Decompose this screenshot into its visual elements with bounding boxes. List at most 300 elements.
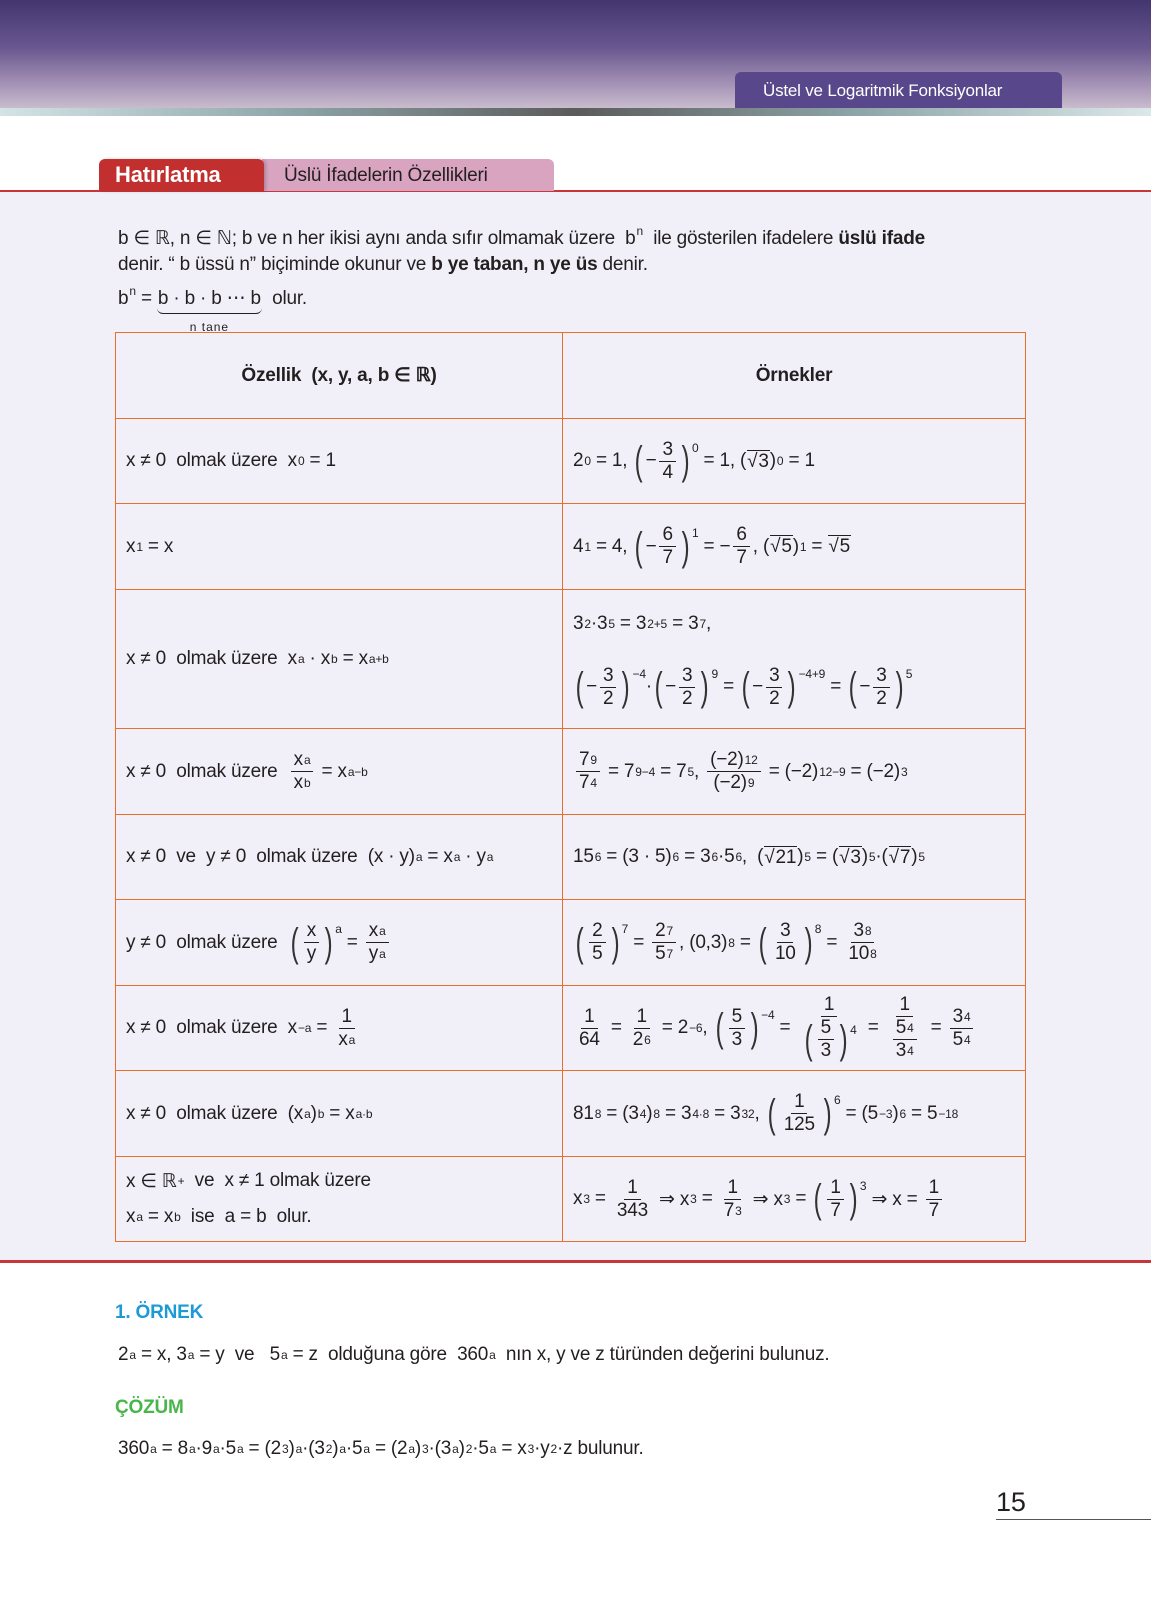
example-solution bbox=[118, 1434, 644, 1464]
exponent: 6 bbox=[672, 850, 680, 864]
header-property bbox=[116, 333, 563, 419]
exponent: 2+5 bbox=[647, 616, 668, 631]
math-text: ⇒ x bbox=[653, 1188, 690, 1210]
math-text: ) bbox=[414, 1438, 422, 1459]
formula-line bbox=[573, 1177, 1015, 1222]
exponent: a bbox=[136, 1210, 143, 1224]
numerator bbox=[634, 1006, 650, 1029]
fraction bbox=[304, 920, 319, 965]
paren-right-icon: ) bbox=[804, 920, 813, 965]
exponent: 1 bbox=[584, 539, 591, 554]
property-cell bbox=[116, 815, 563, 900]
math-text: = bbox=[825, 676, 847, 697]
math-text: 2 bbox=[592, 920, 603, 941]
formula-line bbox=[126, 532, 552, 562]
math-text: = 2 bbox=[656, 1017, 689, 1038]
table-row bbox=[116, 1071, 1026, 1157]
math-text: · y bbox=[460, 846, 486, 867]
exponent: 2 bbox=[465, 1442, 473, 1456]
property-cell bbox=[116, 900, 563, 986]
math-text: , (0,3) bbox=[679, 931, 728, 953]
exponent: a bbox=[189, 1442, 196, 1456]
parenthesized-group bbox=[765, 1091, 841, 1136]
math-text: = (5 bbox=[840, 1102, 879, 1124]
math-text: = (3 · 5) bbox=[601, 846, 672, 867]
formula-line bbox=[573, 665, 1015, 710]
fraction bbox=[589, 920, 605, 965]
math-text: x ∈ ℝ bbox=[126, 1170, 177, 1192]
parenthesized-group bbox=[573, 665, 646, 710]
numerator bbox=[893, 1017, 917, 1040]
numerator bbox=[304, 920, 319, 943]
example-cell bbox=[563, 590, 1026, 729]
math-text: = bbox=[628, 931, 650, 953]
bold-term: b ye taban, n ye üs bbox=[431, 254, 598, 275]
fraction bbox=[659, 439, 675, 484]
formula-line bbox=[573, 524, 1015, 569]
table-header-row bbox=[116, 333, 1026, 419]
math-text: ) bbox=[892, 1102, 899, 1124]
exponent: a bbox=[304, 1106, 311, 1121]
math-text: x bbox=[126, 1206, 136, 1227]
exponent: 7 bbox=[666, 947, 674, 961]
fraction bbox=[781, 1091, 818, 1136]
math-text: = bbox=[734, 931, 756, 953]
intro-line bbox=[118, 252, 1018, 278]
exponent: 4 bbox=[964, 1009, 971, 1024]
math-text: 2 bbox=[603, 687, 614, 709]
math-text: = bbox=[925, 1017, 947, 1038]
numerator bbox=[581, 1006, 597, 1029]
denominator bbox=[614, 1200, 651, 1222]
math-text: 7 bbox=[723, 1199, 735, 1221]
math-text: x ≠ 0 olmak üzere bbox=[126, 760, 288, 782]
math-text: ·z bulunur. bbox=[557, 1438, 644, 1459]
math-text: x bbox=[368, 920, 379, 941]
math-text: ) bbox=[861, 846, 868, 867]
exponent: 3 bbox=[527, 1442, 535, 1456]
header-strip bbox=[0, 108, 1151, 116]
math-text: 7 bbox=[928, 1199, 940, 1221]
math-text: ⇒ x bbox=[747, 1188, 783, 1210]
math-text: ) bbox=[646, 1102, 653, 1124]
fraction bbox=[600, 665, 616, 710]
exponent: 0 bbox=[297, 454, 305, 468]
paren-right-icon: ) bbox=[324, 920, 333, 965]
math-text: = (−2) bbox=[845, 760, 900, 782]
exponent: 3 bbox=[690, 1192, 697, 1206]
math-text: x bbox=[126, 535, 136, 557]
intro-line bbox=[118, 278, 1018, 334]
parenthesized-group bbox=[632, 439, 698, 484]
math-text: = 1 bbox=[304, 450, 336, 471]
fraction bbox=[707, 749, 760, 794]
formula-line bbox=[126, 644, 552, 674]
parenthesized-group bbox=[713, 1006, 775, 1051]
math-text: (−2) bbox=[713, 772, 747, 793]
paren-right-icon: ) bbox=[681, 439, 690, 483]
math-text: 3 bbox=[573, 612, 584, 634]
exponent: a bbox=[150, 1442, 157, 1456]
numerator bbox=[707, 749, 760, 772]
exponent: 1 bbox=[691, 526, 699, 540]
fraction bbox=[766, 665, 782, 710]
formula-line bbox=[573, 439, 1015, 484]
paren-right-icon: ) bbox=[750, 1006, 759, 1050]
numerator bbox=[777, 920, 793, 943]
fraction bbox=[845, 920, 879, 965]
math-text: 3 bbox=[682, 664, 693, 686]
exponent: a bbox=[415, 850, 423, 864]
denominator bbox=[679, 688, 695, 710]
math-text: ) bbox=[797, 846, 804, 867]
math-text: 3 bbox=[780, 920, 791, 941]
header-examples bbox=[563, 333, 1026, 419]
math-text: 5 bbox=[655, 943, 666, 964]
math-text: = 7 bbox=[655, 760, 687, 782]
denominator bbox=[721, 1200, 745, 1222]
exponent: 4 bbox=[964, 1032, 971, 1047]
math-text: = − bbox=[698, 535, 731, 557]
math-text: denir. “ b üssü n” biçiminde okunur ve bbox=[118, 254, 432, 275]
numerator bbox=[896, 994, 912, 1017]
paren-left-icon: ( bbox=[758, 920, 767, 965]
exponent: b bbox=[174, 1210, 181, 1224]
numerator bbox=[589, 920, 605, 943]
numerator bbox=[724, 1177, 740, 1200]
numerator bbox=[818, 1017, 834, 1040]
numerator bbox=[827, 1177, 843, 1200]
exponent: 3 bbox=[583, 1192, 590, 1206]
math-text: , bbox=[693, 760, 705, 782]
exponent: b bbox=[303, 776, 311, 790]
math-text: ·5 bbox=[472, 1438, 489, 1459]
math-text: ⇒ x = bbox=[866, 1188, 923, 1210]
formula-line bbox=[573, 609, 1015, 639]
exponent: + bbox=[177, 1174, 185, 1188]
math-text: ) bbox=[310, 1102, 317, 1124]
math-text: 5 bbox=[592, 943, 603, 964]
exponent: a·b bbox=[355, 1106, 373, 1121]
math-text: = (3 bbox=[601, 1102, 639, 1124]
exponent: −4 bbox=[632, 666, 646, 681]
math-text: 125 bbox=[783, 1114, 815, 1135]
math-text: − bbox=[645, 450, 657, 471]
exponent: 12−9 bbox=[819, 764, 846, 779]
example-problem bbox=[118, 1340, 829, 1370]
parenthesized-group bbox=[573, 920, 628, 965]
denominator bbox=[659, 547, 675, 569]
paren-right-icon: ) bbox=[895, 665, 904, 709]
paren-content bbox=[301, 920, 322, 965]
exponent: a bbox=[363, 1442, 370, 1456]
exponent: 3 bbox=[783, 1192, 791, 1206]
solution-title: ÇÖZÜM bbox=[115, 1397, 184, 1418]
math-text: = x bbox=[324, 1102, 355, 1124]
math-text: − bbox=[645, 535, 657, 557]
math-text: ise a = b olur. bbox=[180, 1206, 312, 1227]
paren-left-icon: ( bbox=[290, 920, 299, 965]
formula-line bbox=[126, 749, 552, 794]
paren-content bbox=[646, 524, 679, 569]
exponent: 8 bbox=[870, 947, 877, 961]
exponent: a bbox=[335, 922, 342, 936]
denominator bbox=[729, 1029, 745, 1051]
numerator bbox=[291, 749, 314, 772]
math-text: 15 bbox=[573, 846, 594, 867]
math-text: 4 bbox=[573, 535, 584, 557]
math-text: 3 bbox=[662, 438, 673, 460]
math-text: = (2 bbox=[369, 1438, 408, 1459]
math-text: = bbox=[790, 1188, 812, 1209]
example-cell bbox=[563, 729, 1026, 815]
math-text: = 4, bbox=[590, 535, 633, 557]
exponent: 4 bbox=[590, 776, 597, 790]
paren-right-icon: ) bbox=[611, 920, 619, 965]
math-text: = 3 bbox=[709, 1102, 741, 1124]
math-text: ) bbox=[332, 1438, 339, 1459]
math-text: = ( bbox=[810, 846, 839, 867]
exponent: a bbox=[486, 850, 494, 864]
math-text: = 5 bbox=[905, 1102, 938, 1124]
math-text: ) bbox=[769, 450, 776, 471]
reminder-tab: Hatırlatma bbox=[99, 159, 264, 191]
exponent: 6 bbox=[594, 850, 602, 864]
formula-line bbox=[573, 920, 1015, 965]
math-text: x bbox=[293, 749, 303, 770]
math-text: ·9 bbox=[195, 1438, 212, 1459]
math-text: = bbox=[862, 1017, 884, 1038]
paren-right-icon: ) bbox=[622, 665, 630, 709]
square-root: √ 5 bbox=[828, 535, 851, 558]
math-text: ·( bbox=[875, 846, 888, 867]
exponent: 8 bbox=[728, 935, 735, 950]
denominator bbox=[873, 688, 889, 710]
fraction bbox=[827, 1177, 843, 1222]
fraction bbox=[679, 665, 695, 710]
math-text: , ( bbox=[752, 535, 770, 557]
fraction bbox=[291, 749, 314, 794]
property-cell bbox=[116, 1071, 563, 1157]
denominator bbox=[589, 943, 605, 965]
exponent: a bbox=[187, 1348, 195, 1362]
formula-line bbox=[126, 446, 552, 476]
exponent: 2 bbox=[325, 1442, 333, 1456]
exponent: 8 bbox=[864, 924, 872, 938]
math-text: x bbox=[573, 1188, 583, 1209]
denominator bbox=[893, 1040, 917, 1062]
math-text: 4 bbox=[662, 461, 673, 483]
paren-right-icon: ) bbox=[823, 1091, 832, 1136]
math-text: 1 bbox=[830, 1176, 841, 1198]
math-text: 3 bbox=[603, 664, 614, 686]
math-text: 2 bbox=[876, 687, 887, 709]
denominator bbox=[827, 1200, 843, 1222]
paren-right-icon: ) bbox=[788, 665, 796, 709]
exponent: 8 bbox=[594, 1106, 602, 1121]
paren-left-icon: ( bbox=[804, 1017, 813, 1062]
exponent: 4 bbox=[907, 1044, 914, 1058]
exponent: −4 bbox=[761, 1007, 775, 1022]
math-text: y ≠ 0 olmak üzere bbox=[126, 931, 288, 953]
denominator bbox=[926, 1200, 942, 1222]
formula-line bbox=[126, 1202, 552, 1232]
math-text: b bbox=[118, 288, 129, 309]
paren-content bbox=[646, 439, 679, 484]
math-text: = (2 bbox=[243, 1438, 282, 1459]
exponent: a bbox=[348, 1032, 356, 1047]
denominator bbox=[652, 943, 676, 965]
exponent: a bbox=[379, 924, 386, 938]
math-text: 1 bbox=[823, 994, 835, 1015]
math-text: , bbox=[705, 612, 712, 634]
fraction bbox=[729, 1006, 745, 1051]
square-root: √ 3 bbox=[839, 846, 862, 869]
numerator bbox=[339, 1006, 355, 1029]
formula-line bbox=[126, 920, 552, 965]
property-cell bbox=[116, 419, 563, 504]
exponent: 0 bbox=[776, 454, 784, 468]
math-text: 3 bbox=[895, 1040, 907, 1061]
exponent: a bbox=[297, 652, 305, 666]
numerator bbox=[659, 439, 675, 462]
formula-line bbox=[126, 1006, 552, 1051]
math-text: olur. bbox=[261, 288, 307, 309]
paren-right-icon: ) bbox=[681, 524, 690, 569]
math-text: , ( bbox=[741, 846, 764, 867]
exponent: 2 bbox=[584, 616, 591, 631]
math-text: 5 bbox=[952, 1028, 963, 1050]
math-text: (−2) bbox=[710, 749, 744, 770]
math-text: = bbox=[821, 931, 843, 953]
parenthesized-group bbox=[802, 1017, 857, 1062]
exponent: 4 bbox=[850, 1023, 857, 1037]
denominator bbox=[576, 772, 600, 794]
paren-left-icon: ( bbox=[813, 1177, 822, 1221]
fraction bbox=[652, 920, 676, 965]
math-text: 81 bbox=[573, 1102, 594, 1124]
math-text: 1 bbox=[794, 1091, 805, 1112]
exponent: a bbox=[408, 1442, 415, 1456]
math-text: = 8 bbox=[156, 1438, 189, 1459]
formula-line bbox=[573, 749, 1015, 794]
fraction bbox=[630, 1006, 654, 1051]
math-text: 1 bbox=[928, 1176, 940, 1198]
denominator bbox=[818, 1040, 834, 1062]
paren-content bbox=[586, 665, 619, 710]
exponent: a bbox=[281, 1348, 288, 1362]
fraction bbox=[733, 524, 749, 569]
math-text: = x bbox=[496, 1438, 527, 1459]
math-text: = 3 bbox=[614, 612, 647, 634]
exponent: 8 bbox=[653, 1106, 660, 1121]
properties-table bbox=[115, 332, 1026, 1242]
property-cell bbox=[116, 504, 563, 590]
numerator bbox=[366, 920, 389, 943]
denominator bbox=[733, 547, 749, 569]
exponent: −a bbox=[297, 1021, 312, 1035]
exponent: 6 bbox=[899, 1106, 906, 1121]
math-text: 5 bbox=[820, 1017, 832, 1038]
math-text: ·y bbox=[534, 1438, 550, 1459]
math-text: 360 bbox=[118, 1438, 150, 1459]
exponent: 6 bbox=[735, 850, 742, 864]
math-text: = x bbox=[316, 760, 347, 782]
exponent: a bbox=[303, 753, 311, 767]
math-text: 7 bbox=[662, 547, 673, 568]
property-cell bbox=[116, 729, 563, 815]
example-cell bbox=[563, 815, 1026, 900]
math-text: ·(3 bbox=[428, 1438, 452, 1459]
denominator bbox=[766, 688, 782, 710]
exponent: 5 bbox=[905, 666, 913, 681]
paren-content bbox=[586, 920, 608, 965]
fraction bbox=[366, 920, 389, 965]
intro-line bbox=[118, 218, 1018, 252]
math-text: = 1 bbox=[783, 450, 815, 471]
math-text: − bbox=[859, 676, 871, 697]
square-root: √ 3 bbox=[747, 450, 770, 473]
exponent: 0 bbox=[584, 454, 591, 468]
parenthesized-group bbox=[632, 524, 698, 569]
exponent: 1 bbox=[136, 539, 143, 554]
math-text: 3 bbox=[952, 1005, 963, 1027]
table-row bbox=[116, 590, 1026, 729]
denominator bbox=[600, 688, 616, 710]
exponent: 1 bbox=[799, 539, 807, 554]
math-text: 5 bbox=[731, 1005, 743, 1027]
exponent: a bbox=[379, 947, 386, 961]
property-cell bbox=[116, 590, 563, 729]
paren-content bbox=[752, 665, 785, 710]
denominator bbox=[710, 772, 757, 794]
math-text: ile gösterilen ifadelere bbox=[643, 228, 839, 249]
numerator bbox=[600, 665, 616, 688]
paren-left-icon: ( bbox=[767, 1091, 776, 1136]
exponent: 6 bbox=[833, 1093, 841, 1107]
header-line bbox=[573, 361, 1015, 391]
example-cell bbox=[563, 1071, 1026, 1157]
math-text: nın x, y ve z türünden değerini bulunuz. bbox=[495, 1344, 830, 1365]
exponent: n bbox=[129, 284, 136, 298]
math-text: 3 bbox=[731, 1028, 743, 1050]
math-text: = x bbox=[142, 1206, 174, 1227]
square-root: √ 5 bbox=[770, 535, 793, 558]
math-text: − bbox=[752, 676, 764, 697]
paren-content bbox=[824, 1177, 846, 1222]
math-text: 10 bbox=[848, 943, 870, 964]
formula-line bbox=[126, 1166, 552, 1196]
exponent: −3 bbox=[879, 1106, 893, 1121]
exponent: 4 bbox=[639, 1106, 647, 1121]
paren-right-icon: ) bbox=[701, 665, 709, 709]
exponent: 2 bbox=[550, 1442, 558, 1456]
numerator bbox=[729, 1006, 745, 1029]
example-cell bbox=[563, 900, 1026, 986]
example-cell bbox=[563, 504, 1026, 590]
numerator bbox=[733, 524, 749, 547]
math-text: = z olduğuna göre 360 bbox=[287, 1344, 489, 1365]
math-text: x bbox=[338, 1028, 348, 1050]
page-number: 15 bbox=[996, 1487, 1151, 1520]
header-line bbox=[126, 361, 552, 391]
exponent: 3 bbox=[422, 1442, 429, 1456]
underbrace-group bbox=[157, 286, 262, 334]
denominator bbox=[887, 1017, 923, 1062]
exponent: 9 bbox=[711, 666, 718, 681]
math-text: = 3 bbox=[667, 612, 699, 634]
math-text: x ≠ 0 olmak üzere x bbox=[126, 450, 297, 471]
